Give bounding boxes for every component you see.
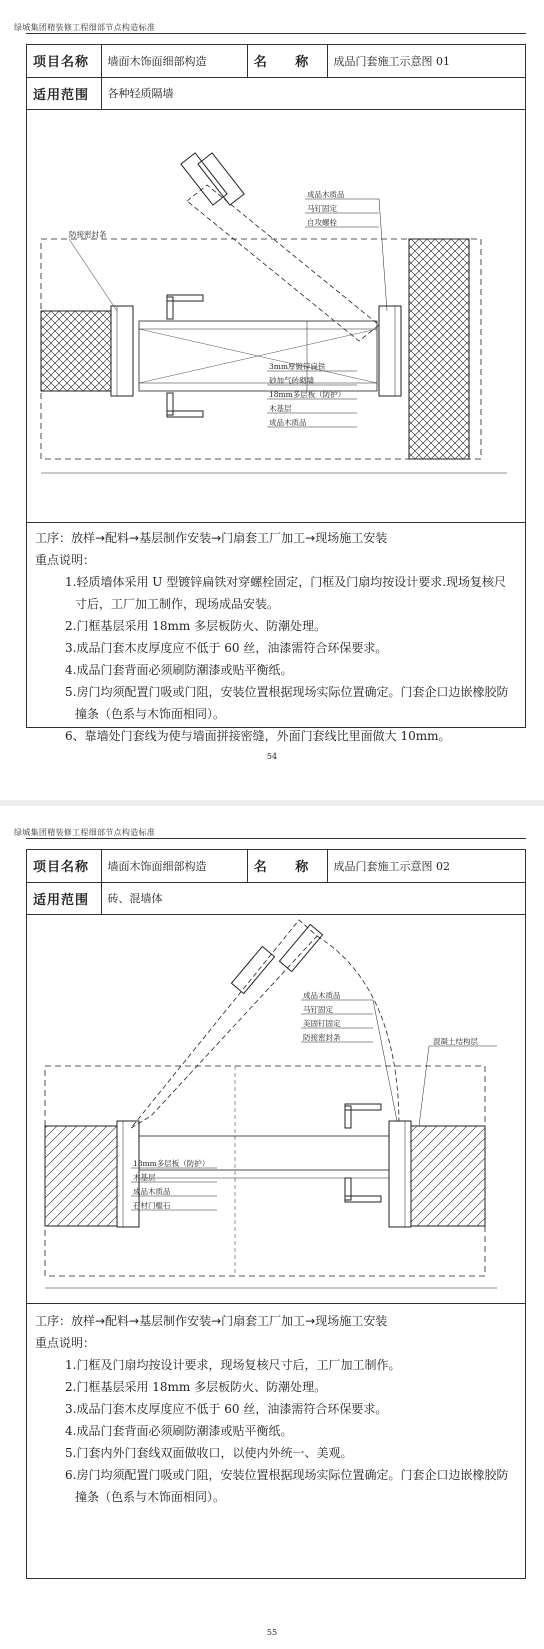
- note-item: 5.门套内外门套线双面做收口，以使内外统一、美观。: [65, 1446, 353, 1460]
- project-value: 墙面木饰面细部构造: [101, 850, 247, 882]
- note-item: 3.成品门套木皮厚度应不低于 60 丝，油漆需符合环保要求。: [65, 641, 388, 655]
- notes-title: 重点说明：: [35, 553, 96, 567]
- label-finished-wood-2: 成品木质品: [133, 1187, 171, 1196]
- door-frame-section-diagram: [27, 111, 525, 523]
- note-item: 4.成品门套背面必须刷防潮漆或贴平衡纸。: [65, 1424, 293, 1438]
- label-seal-strip: 防接密封条: [303, 1033, 341, 1042]
- label-multilayer-board: 18mm多层板（防护）: [269, 390, 346, 399]
- page-number: 54: [266, 752, 278, 761]
- note-item: 6、靠墙处门套线为使与墙面拼接密缝，外面门套线比里面做大 10mm。: [65, 729, 451, 743]
- label-wood-base: 木基层: [133, 1173, 156, 1182]
- process-text: 工序：放样→配料→基层制作安装→门扇套工厂加工→现场施工安装: [35, 531, 388, 545]
- meta-table: [27, 850, 525, 915]
- meta-table: [27, 45, 525, 110]
- page-55: [0, 806, 544, 1649]
- note-item: 3.成品门套木皮厚度应不低于 60 丝，油漆需符合环保要求。: [65, 1402, 388, 1416]
- scope-label: 适用范围: [27, 882, 101, 914]
- label-nail-fix: 马钉固定: [307, 204, 337, 213]
- label-concrete-layer: 混凝土结构层: [433, 1037, 478, 1046]
- label-galvanized-flat-iron: 3mm厚镀锌扁铁: [269, 362, 326, 371]
- note-item: 2.门框基层采用 18mm 多层板防火、防潮处理。: [65, 1380, 327, 1394]
- scope-value: 各种轻质隔墙: [101, 77, 525, 109]
- notes-title: 重点说明：: [35, 1336, 96, 1350]
- note-item: 5.房门均须配置门吸或门阻，安装位置根据现场实际位置确定。门套企口边嵌橡胶防撞条（色系与木饰面相同）。: [65, 685, 509, 721]
- header-rule: [26, 838, 526, 839]
- name-value: 成品门套施工示意图 01: [327, 45, 525, 77]
- scope-value: 砖、混墙体: [101, 882, 525, 914]
- page-header: 绿城集团精装修工程细部节点构造标准: [14, 828, 156, 837]
- name-value: 成品门套施工示意图 02: [327, 850, 525, 882]
- label-finished-wood: 成品木质品: [303, 991, 341, 1000]
- project-label: 项目名称: [27, 45, 101, 77]
- construction-drawing: [27, 111, 525, 523]
- spec-sheet: [26, 849, 526, 1579]
- name-label: 名 称: [247, 850, 327, 882]
- label-self-tapping-screw: 自攻螺栓: [307, 218, 337, 227]
- label-seal-strip: 防接密封条: [69, 230, 107, 239]
- page-54: [0, 0, 544, 800]
- note-item: 4.成品门套背面必须刷防潮漆或贴平衡纸。: [65, 663, 293, 677]
- label-stone-threshold: 石材门槛石: [133, 1201, 171, 1210]
- header-rule: [26, 33, 526, 34]
- notes-section: [27, 1306, 525, 1512]
- note-item: 2.门框基层采用 18mm 多层板防火、防潮处理。: [65, 619, 327, 633]
- label-finished-wood-2: 成品木质品: [269, 418, 307, 427]
- note-item: 1.门框及门扇均按设计要求，现场复核尺寸后，工厂加工制作。: [65, 1358, 401, 1372]
- project-label: 项目名称: [27, 850, 101, 882]
- door-frame-section-diagram: [27, 916, 525, 1304]
- name-label: 名 称: [247, 45, 327, 77]
- notes-section: [27, 523, 525, 751]
- page-number: 55: [266, 1628, 278, 1637]
- project-value: 墙面木饰面细部构造: [101, 45, 247, 77]
- label-finished-wood: 成品木质品: [307, 190, 345, 199]
- label-aerated-brick-wall: 砂加气砖砌墙: [269, 376, 314, 385]
- label-anchor-fix: 美固钉固定: [303, 1019, 341, 1028]
- page-header: 绿城集团精装修工程细部节点构造标准: [14, 23, 156, 32]
- label-wood-base: 木基层: [269, 404, 292, 413]
- notes-list: [35, 571, 517, 747]
- spec-sheet: [26, 44, 526, 743]
- note-item: 1.轻质墙体采用 U 型镀锌扁铁对穿螺栓固定，门框及门扇均按设计要求.现场复核尺寸后，工厂加工制作，现场成品安装。: [65, 575, 507, 611]
- notes-list: [35, 1354, 517, 1508]
- process-text: 工序：放样→配料→基层制作安装→门扇套工厂加工→现场施工安装: [35, 1314, 388, 1328]
- label-multilayer-board: 18mm多层板（防护）: [133, 1159, 210, 1168]
- label-nail-fix: 马钉固定: [303, 1005, 333, 1014]
- construction-drawing: [27, 916, 525, 1304]
- scope-label: 适用范围: [27, 77, 101, 109]
- note-item: 6.房门均须配置门吸或门阻，安装位置根据现场实际位置确定。门套企口边嵌橡胶防撞条（色系与木饰面相同）。: [65, 1468, 509, 1504]
